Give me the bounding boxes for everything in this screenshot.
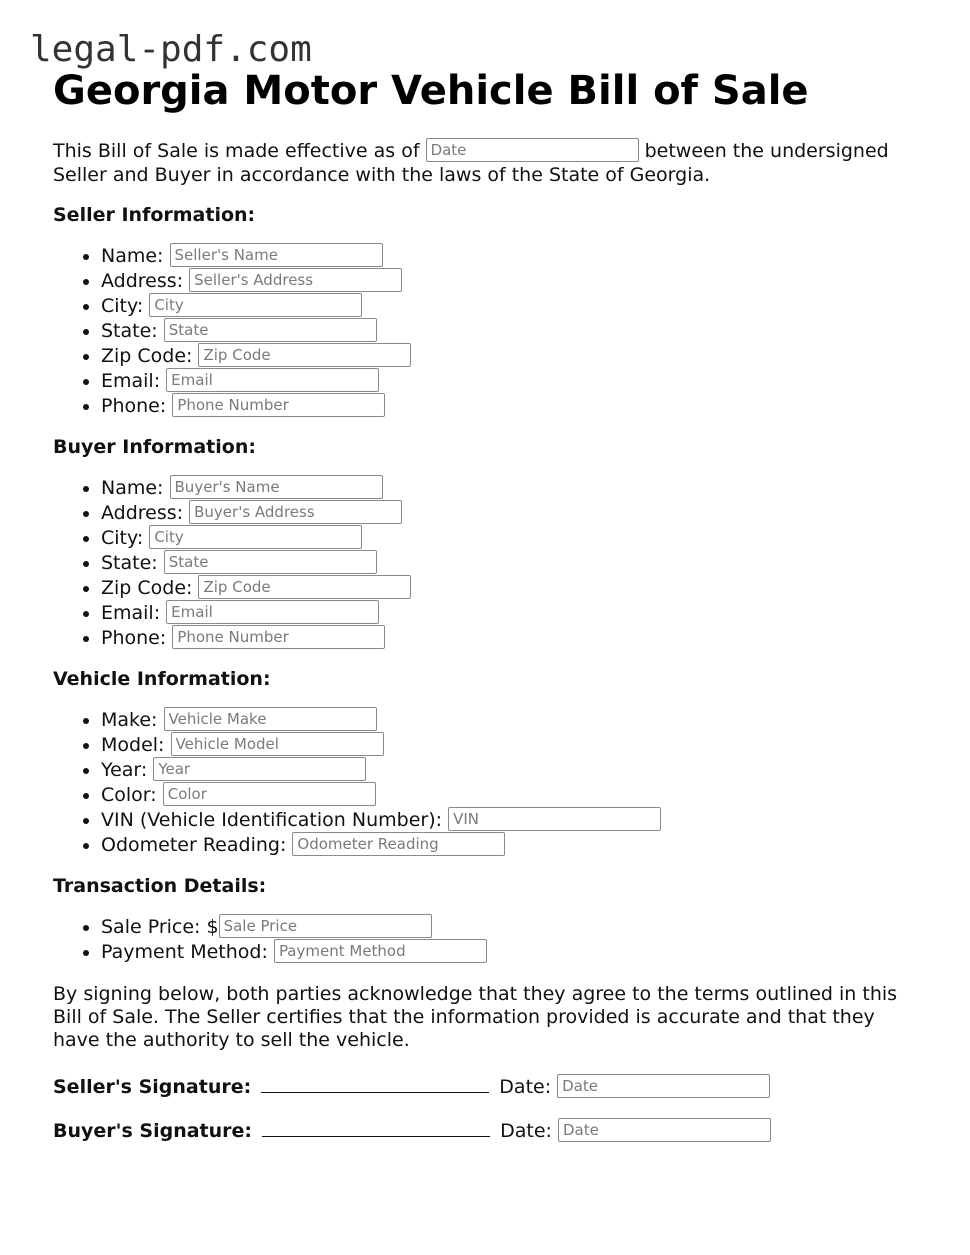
vehicle-make-input[interactable]	[164, 707, 377, 731]
seller-zip-input[interactable]	[198, 343, 411, 367]
field-label: Address:	[101, 502, 184, 524]
field-label: Address:	[101, 270, 184, 292]
vehicle-odometer-input[interactable]	[292, 832, 505, 856]
seller-city-item	[101, 294, 933, 319]
buyer-name-item	[101, 476, 933, 501]
seller-email-input[interactable]	[166, 368, 379, 392]
buyer-signature-row	[53, 1116, 933, 1142]
seller-state-input[interactable]	[164, 318, 377, 342]
vehicle-model-input[interactable]	[171, 732, 384, 756]
transaction-heading: Transaction Details:	[53, 875, 267, 897]
field-label: Model:	[101, 734, 165, 756]
seller-phone-item	[101, 394, 933, 419]
vehicle-make-item	[101, 708, 933, 733]
buyer-state-input[interactable]	[164, 550, 377, 574]
seller-date-label: Date:	[499, 1076, 552, 1098]
vehicle-color-input[interactable]	[163, 782, 376, 806]
buyer-phone-input[interactable]	[172, 625, 385, 649]
field-label: Odometer Reading:	[101, 834, 287, 856]
vehicle-fields	[53, 708, 933, 858]
acknowledgement-paragraph: By signing below, both parties acknowledge that they agree to the terms outlined in this Bill of Sale. The Seller certifies that the information provided is accurate and that they have the authority to sell the vehicle.	[53, 983, 898, 1051]
field-label: Sale Price: $	[101, 916, 219, 938]
vehicle-color-item	[101, 783, 933, 808]
buyer-signature-line[interactable]	[262, 1116, 490, 1137]
payment-method-input[interactable]	[274, 939, 487, 963]
buyer-name-input[interactable]	[170, 475, 383, 499]
field-label: Phone:	[101, 627, 167, 649]
sale-price-input[interactable]	[219, 914, 432, 938]
seller-heading: Seller Information:	[53, 204, 256, 226]
transaction-fields	[53, 915, 933, 965]
field-label: Email:	[101, 370, 161, 392]
buyer-phone-item	[101, 626, 933, 651]
buyer-address-input[interactable]	[189, 500, 402, 524]
intro-text-after: between the undersigned Seller and Buyer in accordance with the laws of the State of Georgia.	[53, 140, 889, 186]
field-label: Name:	[101, 477, 164, 499]
seller-city-input[interactable]	[149, 293, 362, 317]
field-label: VIN (Vehicle Identification Number):	[101, 809, 443, 831]
buyer-email-input[interactable]	[166, 600, 379, 624]
sale-price-item	[101, 915, 933, 940]
vehicle-heading: Vehicle Information:	[53, 668, 271, 690]
buyer-state-item	[101, 551, 933, 576]
seller-signature-line[interactable]	[261, 1072, 489, 1093]
seller-date-input[interactable]	[557, 1074, 770, 1098]
vehicle-year-item	[101, 758, 933, 783]
field-label: Payment Method:	[101, 941, 268, 963]
buyer-fields	[53, 476, 933, 651]
buyer-date-input[interactable]	[558, 1118, 771, 1142]
vehicle-model-item	[101, 733, 933, 758]
seller-signature-row	[53, 1072, 933, 1098]
seller-zip-item	[101, 344, 933, 369]
seller-name-input[interactable]	[170, 243, 383, 267]
field-label: Make:	[101, 709, 158, 731]
seller-fields	[53, 244, 933, 419]
watermark: legal-pdf.com	[30, 29, 312, 70]
field-label: State:	[101, 552, 158, 574]
document	[53, 66, 933, 1142]
buyer-email-item	[101, 601, 933, 626]
buyer-heading: Buyer Information:	[53, 436, 256, 458]
field-label: State:	[101, 320, 158, 342]
vehicle-year-input[interactable]	[153, 757, 366, 781]
buyer-date-label: Date:	[500, 1120, 552, 1142]
field-label: Phone:	[101, 395, 167, 417]
intro-text-before: This Bill of Sale is made effective as of	[53, 140, 420, 162]
seller-address-input[interactable]	[189, 268, 402, 292]
page-title: Georgia Motor Vehicle Bill of Sale	[53, 68, 809, 114]
payment-method-item	[101, 940, 933, 965]
field-label: City:	[101, 527, 144, 549]
buyer-address-item	[101, 501, 933, 526]
buyer-signature-label: Buyer's Signature:	[53, 1120, 252, 1142]
seller-phone-input[interactable]	[172, 393, 385, 417]
buyer-city-item	[101, 526, 933, 551]
seller-address-item	[101, 269, 933, 294]
field-label: Email:	[101, 602, 161, 624]
field-label: Zip Code:	[101, 577, 193, 599]
intro-paragraph	[53, 139, 913, 187]
buyer-zip-input[interactable]	[198, 575, 411, 599]
field-label: City:	[101, 295, 144, 317]
field-label: Zip Code:	[101, 345, 193, 367]
field-label: Year:	[101, 759, 148, 781]
vehicle-vin-item	[101, 808, 933, 833]
field-label: Color:	[101, 784, 157, 806]
buyer-city-input[interactable]	[149, 525, 362, 549]
vehicle-vin-input[interactable]	[448, 807, 661, 831]
seller-signature-label: Seller's Signature:	[53, 1076, 252, 1098]
field-label: Name:	[101, 245, 164, 267]
seller-email-item	[101, 369, 933, 394]
seller-name-item	[101, 244, 933, 269]
seller-state-item	[101, 319, 933, 344]
effective-date-input[interactable]	[426, 138, 639, 162]
buyer-zip-item	[101, 576, 933, 601]
vehicle-odometer-item	[101, 833, 933, 858]
